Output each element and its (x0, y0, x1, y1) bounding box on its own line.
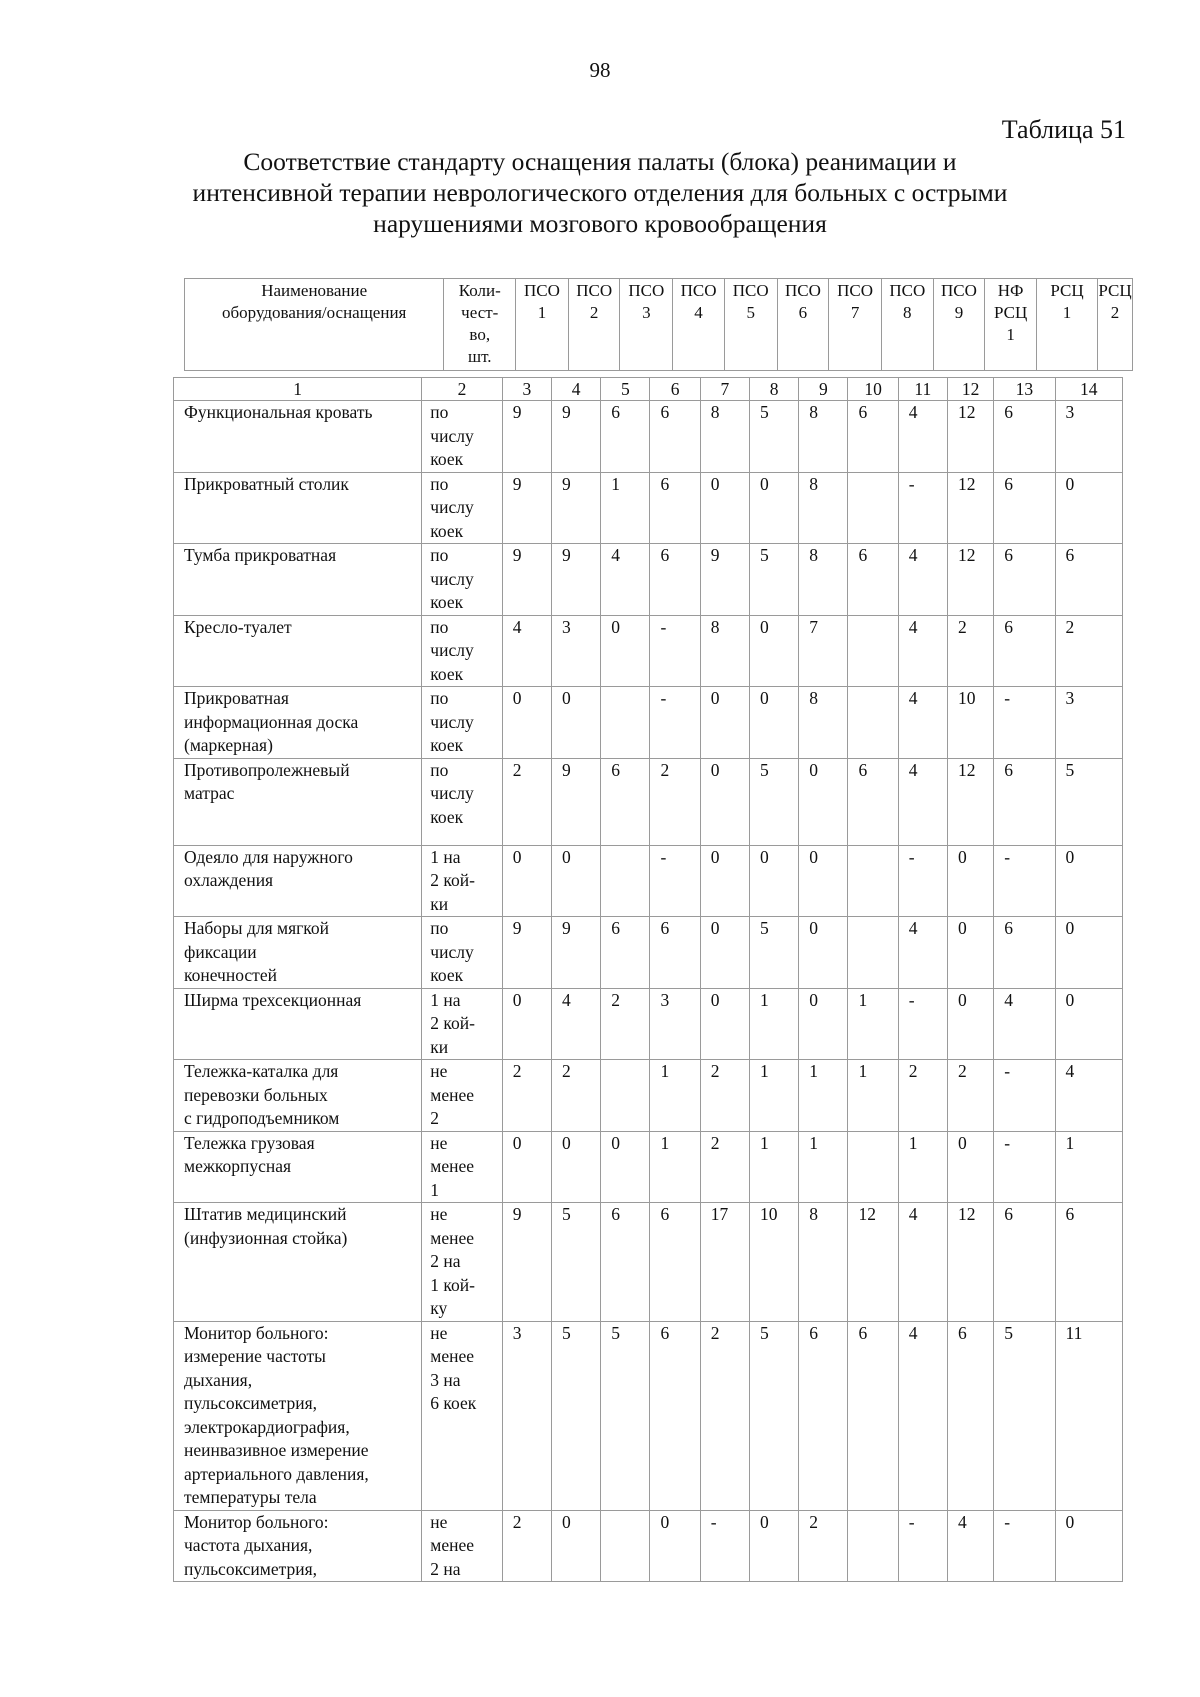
value-cell: 0 (799, 988, 848, 1060)
value-cell: 12 (947, 472, 993, 544)
value-cell: - (898, 472, 947, 544)
value-cell: 0 (749, 472, 798, 544)
value-cell: 0 (947, 917, 993, 989)
equipment-name: Функциональная кровать (174, 401, 422, 473)
quantity-cell: не менее 2 на (422, 1510, 502, 1582)
value-cell: 0 (1055, 1510, 1122, 1582)
table-row (174, 917, 1123, 989)
value-cell: 9 (551, 917, 600, 989)
equipment-name: Прикроватный столик (174, 472, 422, 544)
table-row (174, 1203, 1123, 1322)
header-quantity: Коли- чест- во, шт. (444, 279, 516, 371)
value-cell: 8 (799, 401, 848, 473)
equipment-name: Прикроватная информационная доска (маркерная) (174, 687, 422, 759)
value-cell (848, 1131, 898, 1203)
value-cell (601, 845, 650, 917)
value-cell: 1 (601, 472, 650, 544)
header-col: ПСО 1 (516, 279, 569, 371)
column-number: 5 (601, 378, 650, 401)
value-cell: 6 (994, 917, 1055, 989)
equipment-name: Противопролежневый матрас (174, 758, 422, 845)
value-cell (601, 1060, 650, 1132)
header-col: ПСО 7 (829, 279, 882, 371)
table-title (120, 146, 1080, 239)
value-cell: 3 (502, 1321, 551, 1510)
value-cell (848, 845, 898, 917)
column-number: 4 (551, 378, 600, 401)
value-cell: 2 (700, 1321, 749, 1510)
table-row (174, 1060, 1123, 1132)
value-cell: 0 (1055, 917, 1122, 989)
value-cell: 9 (502, 401, 551, 473)
value-cell: 4 (601, 544, 650, 616)
value-cell: 0 (700, 845, 749, 917)
header-name: Наименование оборудования/оснащения (185, 279, 444, 371)
value-cell: 0 (700, 917, 749, 989)
header-row (185, 279, 1133, 371)
value-cell: 1 (1055, 1131, 1122, 1203)
header-col: ПСО 9 (933, 279, 985, 371)
value-cell: 6 (650, 401, 700, 473)
quantity-cell: 1 на 2 кой- ки (422, 845, 502, 917)
value-cell: 0 (947, 988, 993, 1060)
value-cell (848, 472, 898, 544)
value-cell: 8 (799, 687, 848, 759)
equipment-name: Тележка грузовая межкорпусная (174, 1131, 422, 1203)
value-cell: 0 (1055, 472, 1122, 544)
value-cell: 6 (848, 1321, 898, 1510)
table-row (174, 472, 1123, 544)
quantity-cell: не менее 1 (422, 1131, 502, 1203)
column-number: 3 (502, 378, 551, 401)
value-cell: 2 (898, 1060, 947, 1132)
title-line: нарушениями мозгового кровообращения (373, 209, 827, 238)
value-cell: 4 (898, 917, 947, 989)
value-cell: 0 (551, 845, 600, 917)
value-cell: 4 (898, 615, 947, 687)
value-cell: - (700, 1510, 749, 1582)
equipment-name: Штатив медицинский (инфузионная стойка) (174, 1203, 422, 1322)
value-cell: 6 (848, 401, 898, 473)
value-cell: - (898, 845, 947, 917)
value-cell: 0 (799, 917, 848, 989)
value-cell (848, 615, 898, 687)
value-cell: 6 (799, 1321, 848, 1510)
column-number: 7 (700, 378, 749, 401)
value-cell: 0 (749, 687, 798, 759)
table-row (174, 758, 1123, 845)
value-cell: 9 (551, 472, 600, 544)
value-cell: 0 (551, 687, 600, 759)
header-col: РСЦ 2 (1098, 279, 1133, 371)
value-cell: 6 (994, 544, 1055, 616)
value-cell: 8 (799, 544, 848, 616)
column-number: 13 (994, 378, 1055, 401)
equipment-name: Монитор больного: частота дыхания, пульсоксиметрия, (174, 1510, 422, 1582)
value-cell: 0 (502, 845, 551, 917)
value-cell: 0 (601, 1131, 650, 1203)
table-row (174, 1131, 1123, 1203)
value-cell (848, 687, 898, 759)
value-cell: 0 (700, 758, 749, 845)
value-cell: 6 (650, 1321, 700, 1510)
value-cell: 5 (749, 401, 798, 473)
quantity-cell: по числу коек (422, 615, 502, 687)
value-cell: 2 (799, 1510, 848, 1582)
header-col: НФ РСЦ 1 (985, 279, 1037, 371)
value-cell: 6 (601, 401, 650, 473)
value-cell: 6 (650, 1203, 700, 1322)
value-cell: 6 (947, 1321, 993, 1510)
value-cell: 0 (551, 1131, 600, 1203)
equipment-name: Монитор больного: измерение частоты дыхания, пульсоксиметрия, электрокардиография, неинвазивное измерение артериального давления, температуры тела (174, 1321, 422, 1510)
value-cell: 0 (502, 988, 551, 1060)
value-cell: 0 (551, 1510, 600, 1582)
value-cell: 8 (700, 401, 749, 473)
value-cell: 1 (749, 1060, 798, 1132)
value-cell: 0 (749, 845, 798, 917)
value-cell: 7 (799, 615, 848, 687)
table-label: Таблица 51 (1001, 115, 1126, 144)
value-cell: 5 (994, 1321, 1055, 1510)
column-number: 10 (848, 378, 898, 401)
value-cell: 6 (994, 1203, 1055, 1322)
value-cell: 0 (947, 1131, 993, 1203)
value-cell: 11 (1055, 1321, 1122, 1510)
value-cell: 4 (551, 988, 600, 1060)
value-cell (601, 687, 650, 759)
value-cell: 8 (799, 472, 848, 544)
value-cell: 6 (994, 472, 1055, 544)
value-cell: - (994, 1510, 1055, 1582)
value-cell: 4 (898, 401, 947, 473)
value-cell: - (650, 845, 700, 917)
table-row (174, 615, 1123, 687)
value-cell: 0 (799, 758, 848, 845)
quantity-cell: по числу коек (422, 401, 502, 473)
value-cell: 1 (848, 988, 898, 1060)
table-row (174, 544, 1123, 616)
value-cell: - (898, 1510, 947, 1582)
value-cell (848, 1510, 898, 1582)
value-cell: 2 (502, 1510, 551, 1582)
value-cell: 9 (502, 472, 551, 544)
value-cell: 9 (700, 544, 749, 616)
value-cell: 6 (650, 917, 700, 989)
value-cell: 0 (700, 687, 749, 759)
value-cell: 0 (749, 615, 798, 687)
value-cell: 2 (700, 1060, 749, 1132)
value-cell: 5 (749, 758, 798, 845)
value-cell: 6 (601, 758, 650, 845)
value-cell: 6 (650, 472, 700, 544)
value-cell: 4 (994, 988, 1055, 1060)
column-number: 11 (898, 378, 947, 401)
value-cell: 4 (898, 1321, 947, 1510)
value-cell: 9 (502, 917, 551, 989)
value-cell: 6 (601, 917, 650, 989)
value-cell: 9 (502, 1203, 551, 1322)
value-cell: 9 (502, 544, 551, 616)
quantity-cell: по числу коек (422, 472, 502, 544)
value-cell: 2 (551, 1060, 600, 1132)
value-cell: 0 (502, 687, 551, 759)
value-cell: 0 (749, 1510, 798, 1582)
value-cell: 6 (650, 544, 700, 616)
value-cell: 5 (551, 1321, 600, 1510)
value-cell: 5 (551, 1203, 600, 1322)
equipment-name: Одеяло для наружного охлаждения (174, 845, 422, 917)
table-row (174, 687, 1123, 759)
table-header (184, 278, 1133, 371)
value-cell: 6 (994, 401, 1055, 473)
column-number: 8 (749, 378, 798, 401)
quantity-cell: по числу коек (422, 544, 502, 616)
value-cell (848, 917, 898, 989)
value-cell: 1 (650, 1060, 700, 1132)
column-number: 6 (650, 378, 700, 401)
quantity-cell: не менее 3 на 6 коек (422, 1321, 502, 1510)
header-col: ПСО 5 (724, 279, 777, 371)
value-cell: - (994, 687, 1055, 759)
value-cell: - (650, 687, 700, 759)
value-cell: 3 (1055, 687, 1122, 759)
value-cell: 6 (994, 615, 1055, 687)
quantity-cell: 1 на 2 кой- ки (422, 988, 502, 1060)
value-cell: 5 (1055, 758, 1122, 845)
value-cell: 8 (799, 1203, 848, 1322)
value-cell: 6 (1055, 1203, 1122, 1322)
value-cell: 4 (502, 615, 551, 687)
value-cell: 5 (749, 544, 798, 616)
value-cell: 2 (650, 758, 700, 845)
value-cell: 3 (551, 615, 600, 687)
column-number: 14 (1055, 378, 1122, 401)
value-cell: 6 (848, 544, 898, 616)
value-cell: 2 (502, 1060, 551, 1132)
value-cell: 12 (947, 401, 993, 473)
value-cell: 2 (700, 1131, 749, 1203)
value-cell: 0 (1055, 988, 1122, 1060)
value-cell: 10 (749, 1203, 798, 1322)
value-cell: 2 (601, 988, 650, 1060)
value-cell: 0 (1055, 845, 1122, 917)
quantity-cell: не менее 2 на 1 кой- ку (422, 1203, 502, 1322)
value-cell: 6 (1055, 544, 1122, 616)
table-row (174, 1510, 1123, 1582)
equipment-name: Тележка-каталка для перевозки больных с гидроподъемником (174, 1060, 422, 1132)
title-line: Соответствие стандарту оснащения палаты (блока) реанимации и (243, 147, 957, 176)
value-cell: 0 (799, 845, 848, 917)
value-cell: 4 (898, 758, 947, 845)
value-cell: 5 (749, 917, 798, 989)
value-cell: 1 (650, 1131, 700, 1203)
equipment-name: Тумба прикроватная (174, 544, 422, 616)
value-cell: 4 (947, 1510, 993, 1582)
equipment-name: Кресло-туалет (174, 615, 422, 687)
value-cell (601, 1510, 650, 1582)
value-cell: 0 (650, 1510, 700, 1582)
header-col: ПСО 8 (881, 279, 933, 371)
header-col: РСЦ 1 (1036, 279, 1097, 371)
title-line: интенсивной терапии неврологического отделения для больных с острыми (192, 178, 1008, 207)
value-cell: 9 (551, 401, 600, 473)
value-cell: 5 (601, 1321, 650, 1510)
value-cell: 3 (1055, 401, 1122, 473)
value-cell: 5 (749, 1321, 798, 1510)
value-cell: - (994, 845, 1055, 917)
value-cell: 0 (700, 988, 749, 1060)
value-cell: - (994, 1131, 1055, 1203)
quantity-cell: по числу коек (422, 917, 502, 989)
table-row (174, 401, 1123, 473)
value-cell: - (898, 988, 947, 1060)
value-cell: 12 (947, 1203, 993, 1322)
value-cell: 0 (601, 615, 650, 687)
value-cell: 1 (749, 988, 798, 1060)
value-cell: 9 (551, 544, 600, 616)
quantity-cell: по числу коек (422, 758, 502, 845)
table-row (174, 988, 1123, 1060)
column-number: 2 (422, 378, 502, 401)
value-cell: 1 (898, 1131, 947, 1203)
value-cell: - (994, 1060, 1055, 1132)
value-cell: 0 (700, 472, 749, 544)
value-cell: 12 (947, 758, 993, 845)
value-cell: 12 (848, 1203, 898, 1322)
value-cell: 4 (898, 687, 947, 759)
value-cell: - (650, 615, 700, 687)
value-cell: 0 (947, 845, 993, 917)
equipment-name: Наборы для мягкой фиксации конечностей (174, 917, 422, 989)
table-row (174, 845, 1123, 917)
value-cell: 2 (947, 615, 993, 687)
value-cell: 6 (848, 758, 898, 845)
value-cell: 1 (799, 1131, 848, 1203)
column-number-row (174, 378, 1123, 401)
value-cell: 2 (947, 1060, 993, 1132)
value-cell: 2 (1055, 615, 1122, 687)
page-number: 98 (589, 58, 611, 82)
value-cell: 4 (1055, 1060, 1122, 1132)
value-cell: 3 (650, 988, 700, 1060)
value-cell: 4 (898, 544, 947, 616)
value-cell: 12 (947, 544, 993, 616)
quantity-cell: по числу коек (422, 687, 502, 759)
value-cell: 2 (502, 758, 551, 845)
header-col: ПСО 4 (673, 279, 725, 371)
value-cell: 1 (749, 1131, 798, 1203)
value-cell: 6 (601, 1203, 650, 1322)
value-cell: 17 (700, 1203, 749, 1322)
column-number: 1 (174, 378, 422, 401)
value-cell: 1 (848, 1060, 898, 1132)
equipment-table (173, 377, 1123, 1582)
header-col: ПСО 3 (620, 279, 673, 371)
quantity-cell: не менее 2 (422, 1060, 502, 1132)
value-cell: 10 (947, 687, 993, 759)
value-cell: 9 (551, 758, 600, 845)
value-cell: 1 (799, 1060, 848, 1132)
value-cell: 6 (994, 758, 1055, 845)
header-col: ПСО 2 (568, 279, 620, 371)
header-col: ПСО 6 (777, 279, 829, 371)
equipment-name: Ширма трехсекционная (174, 988, 422, 1060)
value-cell: 8 (700, 615, 749, 687)
value-cell: 0 (502, 1131, 551, 1203)
column-number: 12 (947, 378, 993, 401)
value-cell: 4 (898, 1203, 947, 1322)
column-number: 9 (799, 378, 848, 401)
table-row (174, 1321, 1123, 1510)
